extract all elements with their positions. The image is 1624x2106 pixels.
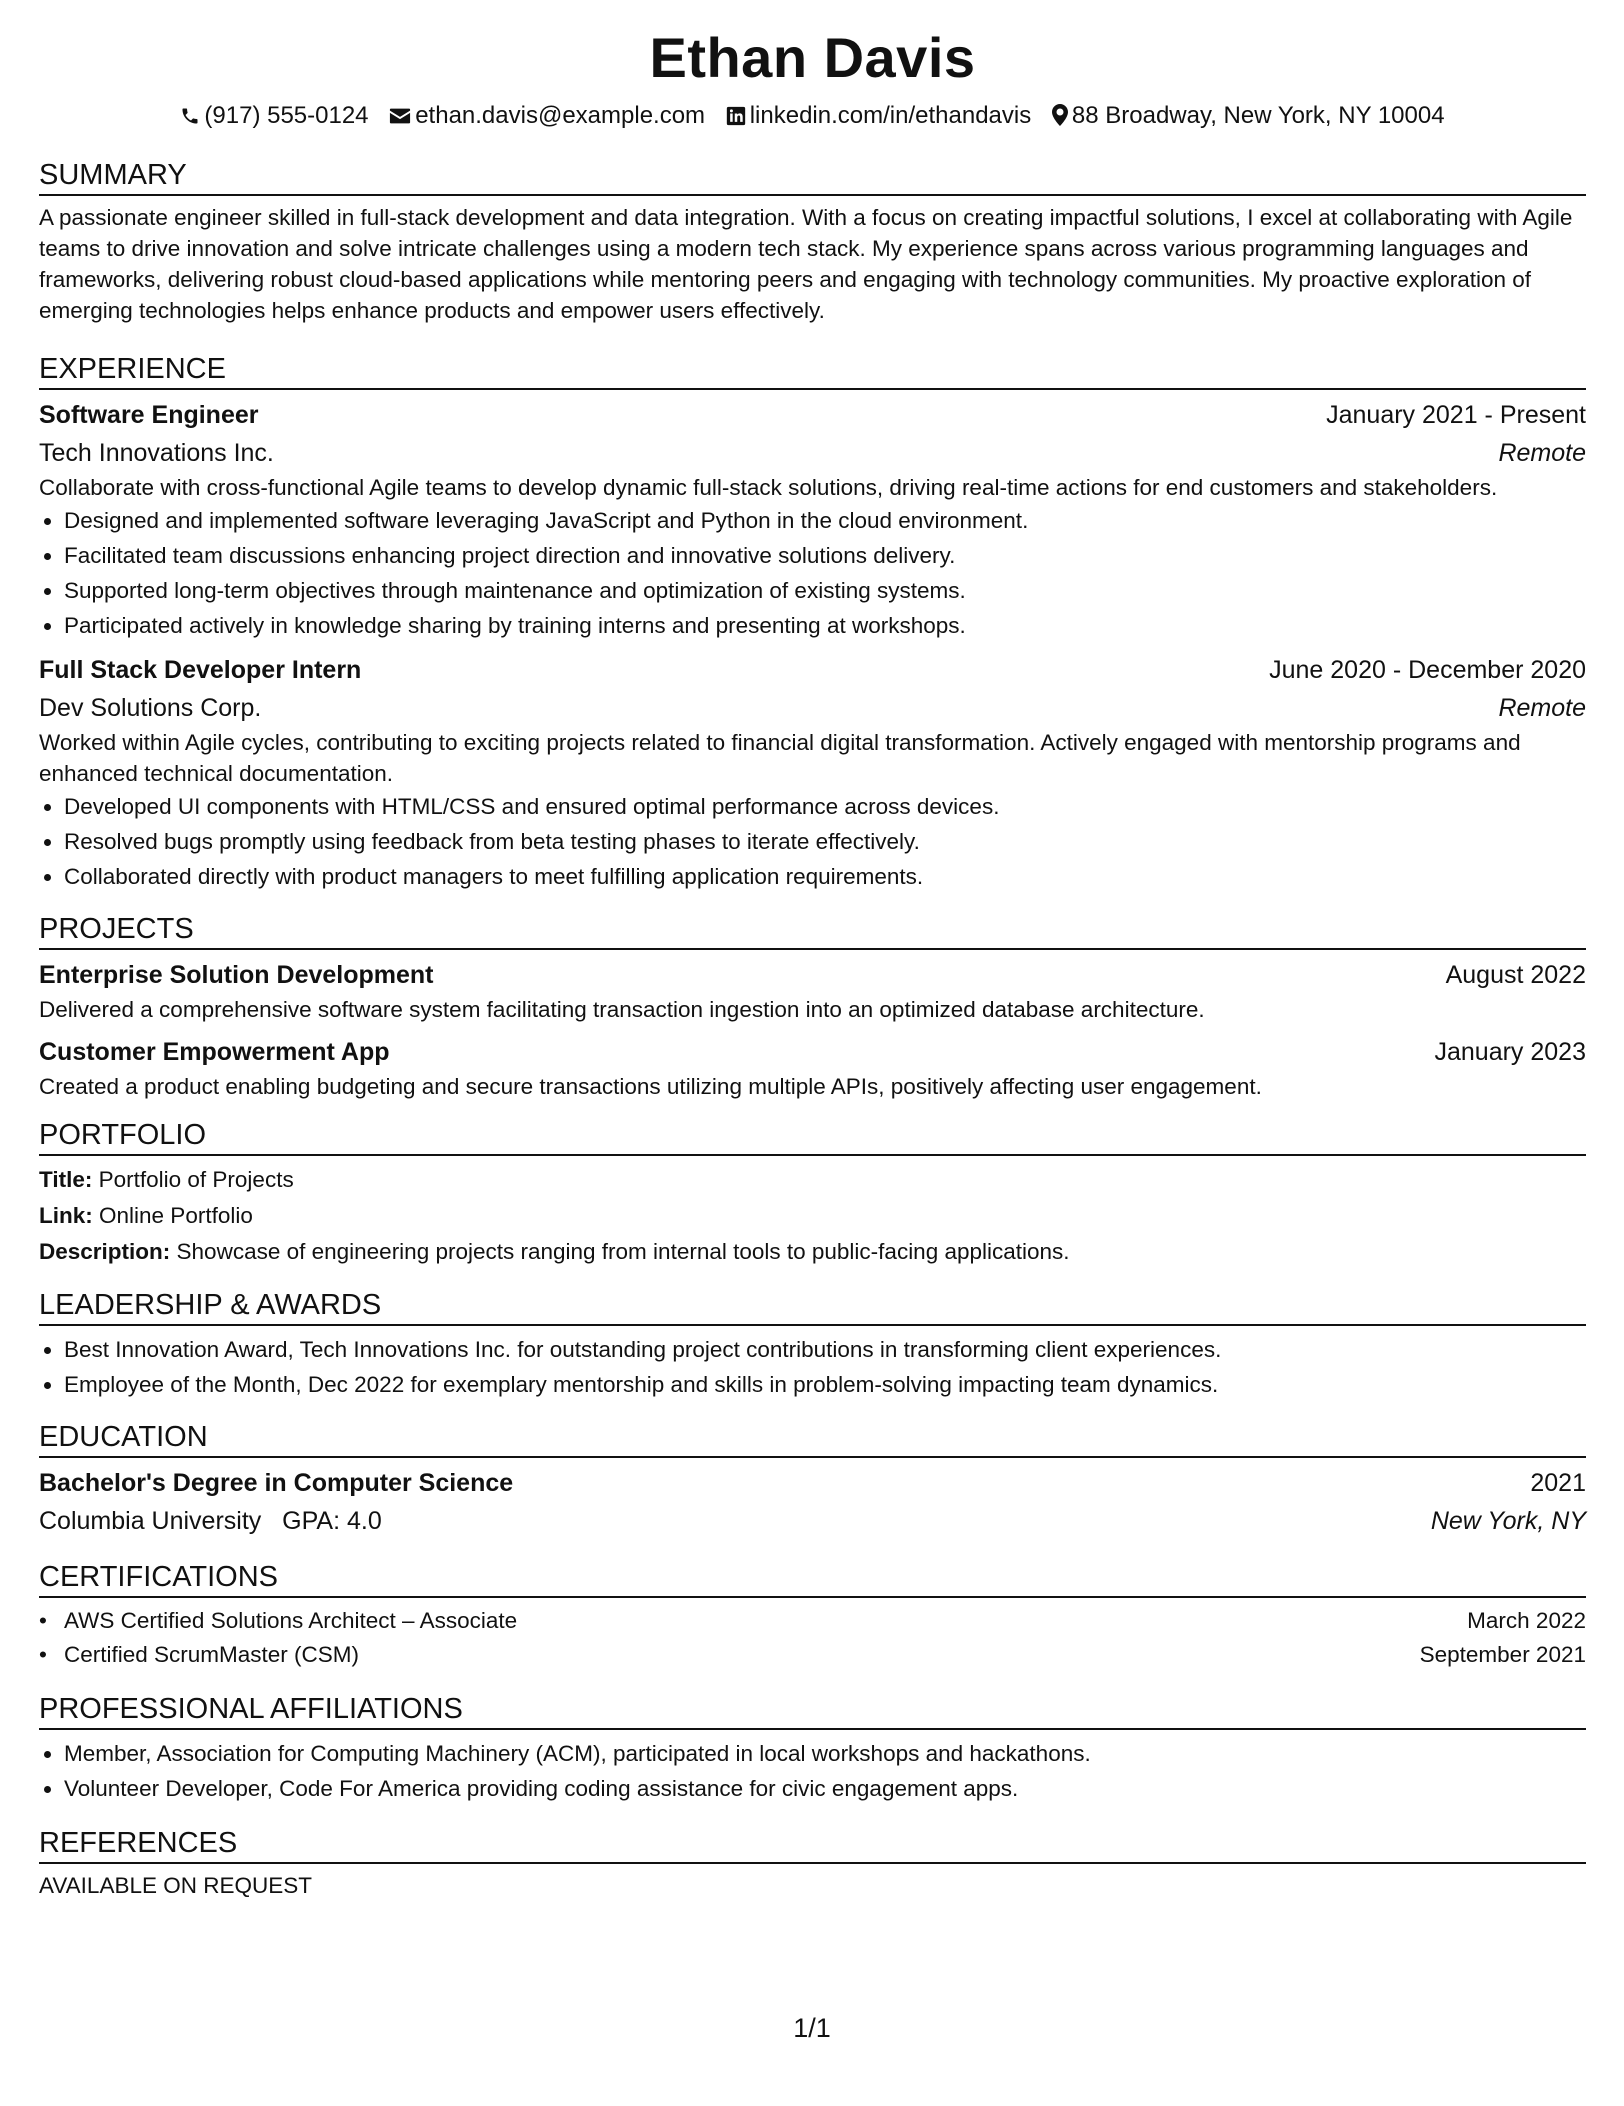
project-description: Created a product enabling budgeting and secure transactions utilizing multiple APIs, positively affecting user engagement. bbox=[39, 1074, 1262, 1099]
job-bullet: • Resolved bugs promptly using feedback from beta testing phases to iterate effectively. bbox=[64, 824, 1586, 859]
portfolio-title-row bbox=[39, 1162, 1586, 1198]
list-item: • Member, Association for Computing Machinery (ACM), participated in local workshops and hackathons. bbox=[64, 1736, 1586, 1771]
section-title-education: EDUCATION bbox=[39, 1418, 1586, 1458]
page-number: 1/1 bbox=[793, 2013, 831, 2043]
summary-section bbox=[39, 156, 1586, 326]
cert-row bbox=[39, 1604, 1586, 1638]
education-section bbox=[39, 1418, 1586, 1540]
job-company: Tech Innovations Inc. bbox=[39, 439, 274, 467]
project-entry bbox=[39, 1033, 1586, 1102]
linkedin-icon bbox=[726, 106, 746, 126]
cert-name: AWS Certified Solutions Architect – Associate bbox=[64, 1608, 518, 1633]
job-bullet: • Facilitated team discussions enhancing project direction and innovative solutions delivery. bbox=[64, 538, 1586, 573]
portfolio-description-value: Showcase of engineering projects ranging from internal tools to public-facing applications. bbox=[176, 1239, 1070, 1264]
bullet-dot: • bbox=[39, 1642, 47, 1667]
school-name: Columbia University bbox=[39, 1507, 262, 1535]
job-bullets bbox=[39, 503, 1586, 643]
project-description: Delivered a comprehensive software system facilitating transaction ingestion into an optimized database architecture. bbox=[39, 997, 1205, 1022]
cert-date: March 2022 bbox=[1467, 1608, 1586, 1633]
portfolio-description-label: Description: bbox=[39, 1239, 171, 1264]
job-bullet: • Designed and implemented software leveraging JavaScript and Python in the cloud environment. bbox=[64, 503, 1586, 538]
portfolio-link-label: Link: bbox=[39, 1203, 93, 1228]
job-company: Dev Solutions Corp. bbox=[39, 694, 262, 722]
address-text: 88 Broadway, New York, NY 10004 bbox=[1071, 102, 1445, 129]
job-title: Full Stack Developer Intern bbox=[39, 656, 362, 684]
project-entry bbox=[39, 956, 1586, 1025]
section-title-leadership: LEADERSHIP & AWARDS bbox=[39, 1286, 1586, 1326]
job-title: Software Engineer bbox=[39, 401, 259, 429]
section-title-summary: SUMMARY bbox=[39, 156, 1586, 196]
gpa: GPA: 4.0 bbox=[282, 1507, 382, 1535]
portfolio-description-row bbox=[39, 1234, 1586, 1270]
phone-icon bbox=[180, 106, 200, 126]
list-item: • Volunteer Developer, Code For America providing coding assistance for civic engagement apps. bbox=[64, 1771, 1586, 1806]
projects-section bbox=[39, 910, 1586, 1102]
job-location: Remote bbox=[1498, 694, 1586, 722]
job-bullet: • Supported long-term objectives through maintenance and optimization of existing systems. bbox=[64, 573, 1586, 608]
list-item: • Best Innovation Award, Tech Innovations Inc. for outstanding project contributions in transforming client experiences. bbox=[64, 1332, 1586, 1367]
project-date: August 2022 bbox=[1445, 961, 1586, 989]
job-dates: January 2021 - Present bbox=[1326, 401, 1586, 429]
portfolio-link-row bbox=[39, 1198, 1586, 1234]
experience-section bbox=[39, 350, 1586, 894]
graduation-year: 2021 bbox=[1530, 1469, 1586, 1497]
job-bullet: • Collaborated directly with product managers to meet fulfilling application requirements. bbox=[64, 859, 1586, 894]
job-bullets bbox=[39, 789, 1586, 894]
job-description: Worked within Agile cycles, contributing to exciting projects related to financial digital transformation. Actively engaged with mentorship programs and enhanced technical documentation. bbox=[39, 730, 1521, 786]
cert-date: September 2021 bbox=[1419, 1642, 1586, 1667]
job-bullet: • Developed UI components with HTML/CSS and ensured optimal performance across devices. bbox=[64, 789, 1586, 824]
project-date: January 2023 bbox=[1434, 1038, 1586, 1066]
cert-name: Certified ScrumMaster (CSM) bbox=[64, 1642, 360, 1667]
affiliations-list bbox=[39, 1736, 1586, 1806]
job-location: Remote bbox=[1498, 439, 1586, 467]
job-description: Collaborate with cross-functional Agile teams to develop dynamic full-stack solutions, driving real-time actions for end customers and stakeholders. bbox=[39, 475, 1498, 500]
section-title-certifications: CERTIFICATIONS bbox=[39, 1558, 1586, 1598]
contact-line bbox=[39, 98, 1586, 134]
resume-page bbox=[39, 0, 1586, 1901]
list-item: • Employee of the Month, Dec 2022 for exemplary mentorship and skills in problem-solving impacting team dynamics. bbox=[64, 1367, 1586, 1402]
portfolio-title-value: Portfolio of Projects bbox=[98, 1167, 294, 1192]
email-text: ethan.davis@example.com bbox=[415, 102, 706, 129]
candidate-name: Ethan Davis bbox=[649, 26, 976, 89]
section-title-projects: PROJECTS bbox=[39, 910, 1586, 950]
contact-linkedin[interactable] bbox=[726, 98, 1032, 134]
job-entry bbox=[39, 651, 1586, 894]
portfolio-title-label: Title: bbox=[39, 1167, 93, 1192]
section-title-portfolio: PORTFOLIO bbox=[39, 1116, 1586, 1156]
affiliations-section bbox=[39, 1690, 1586, 1806]
map-pin-icon bbox=[1052, 104, 1068, 126]
project-title: Enterprise Solution Development bbox=[39, 961, 434, 989]
job-bullet: • Participated actively in knowledge sharing by training interns and presenting at workshops. bbox=[64, 608, 1586, 643]
phone-text: (917) 555-0124 bbox=[204, 102, 369, 129]
job-dates: June 2020 - December 2020 bbox=[1269, 656, 1586, 684]
certifications-section bbox=[39, 1558, 1586, 1672]
portfolio-section bbox=[39, 1116, 1586, 1270]
leadership-section bbox=[39, 1286, 1586, 1402]
school-line bbox=[39, 1502, 382, 1540]
references-section bbox=[39, 1824, 1586, 1901]
contact-email[interactable] bbox=[389, 98, 705, 134]
leadership-list bbox=[39, 1332, 1586, 1402]
linkedin-text: linkedin.com/in/ethandavis bbox=[749, 102, 1032, 129]
degree-title: Bachelor's Degree in Computer Science bbox=[39, 1469, 514, 1497]
envelope-icon bbox=[389, 106, 411, 126]
section-title-experience: EXPERIENCE bbox=[39, 350, 1586, 390]
contact-address bbox=[1052, 98, 1445, 134]
school-location: New York, NY bbox=[1430, 1507, 1586, 1535]
job-entry bbox=[39, 396, 1586, 643]
project-title: Customer Empowerment App bbox=[39, 1038, 390, 1066]
summary-text: A passionate engineer skilled in full-stack development and data integration. With a focus on creating impactful solutions, I excel at collaborating with Agile teams to drive innovation and solve intricate challenges using a modern tech stack. My experience spans across various programming languages and frameworks, delivering robust cloud-based applications while mentoring peers and engaging with technology communities. My proactive exploration of emerging technologies helps enhance products and empower users effectively. bbox=[39, 205, 1573, 323]
section-title-affiliations: PROFESSIONAL AFFILIATIONS bbox=[39, 1690, 1586, 1730]
cert-row bbox=[39, 1638, 1586, 1672]
bullet-dot: • bbox=[39, 1608, 47, 1633]
section-title-references: REFERENCES bbox=[39, 1824, 1586, 1864]
references-text: AVAILABLE ON REQUEST bbox=[39, 1873, 312, 1898]
contact-phone[interactable] bbox=[180, 98, 368, 134]
portfolio-link[interactable]: Online Portfolio bbox=[99, 1203, 253, 1228]
